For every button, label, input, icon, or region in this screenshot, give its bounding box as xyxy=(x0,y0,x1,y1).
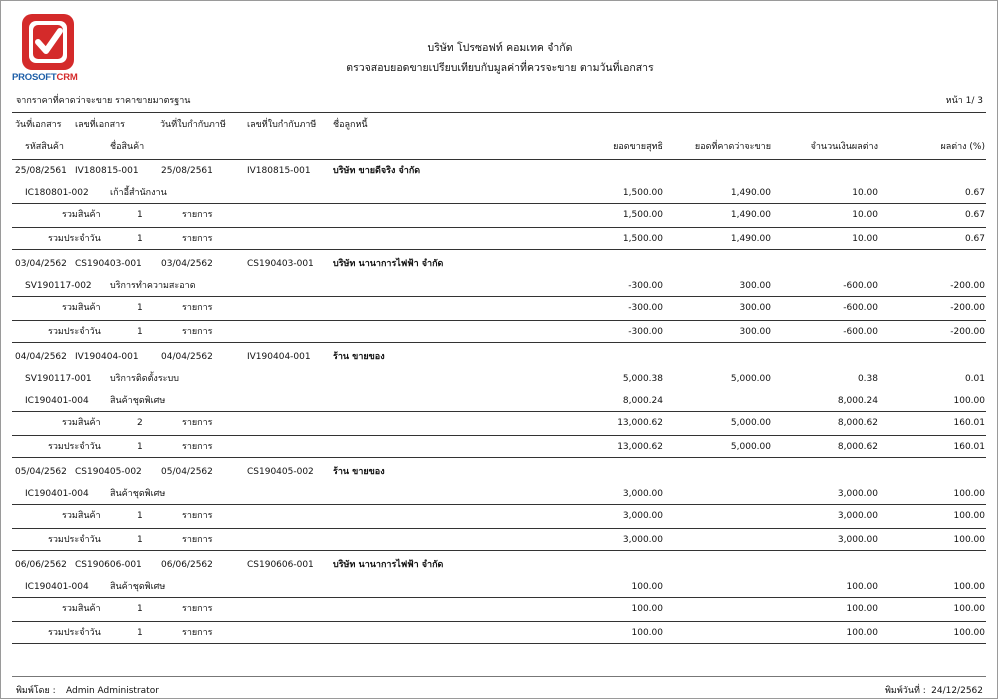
product-net-sales: 100.00 xyxy=(631,582,663,592)
tax-date: 04/04/2562 xyxy=(161,352,213,362)
tax-no: CS190405-002 xyxy=(247,467,314,477)
daily-total-count: 1 xyxy=(137,535,143,545)
product-diff-percent: 0.01 xyxy=(964,374,985,384)
product-total-net-sales: 13,000.62 xyxy=(617,418,663,428)
product-expected-sales: 300.00 xyxy=(739,281,771,291)
product-name: เก้าอี้สำนักงาน xyxy=(110,188,167,198)
product-total-label: รวมสินค้า xyxy=(62,604,101,614)
product-total-count: 2 xyxy=(137,418,143,428)
product-diff-amount: 3,000.00 xyxy=(837,489,878,499)
daily-total-label: รวมประจำวัน xyxy=(48,442,101,452)
product-diff-amount: 8,000.24 xyxy=(837,396,878,406)
col-diff-percent: ผลต่าง (%) xyxy=(940,142,985,152)
columns-divider xyxy=(12,159,986,160)
product-total-expected-sales: 5,000.00 xyxy=(730,418,771,428)
product-code: IC180801-002 xyxy=(25,188,89,198)
daily-total-count: 1 xyxy=(137,442,143,452)
product-total-count: 1 xyxy=(137,511,143,521)
customer-name: บริษัท ขายดีจริง จำกัด xyxy=(333,166,421,176)
daily-total-diff-amount: 8,000.62 xyxy=(837,442,878,452)
product-total-diff-amount: 3,000.00 xyxy=(837,511,878,521)
product-total-items-label: รายการ xyxy=(182,210,213,220)
daily-total-expected-sales: 1,490.00 xyxy=(730,234,771,244)
product-diff-amount: 100.00 xyxy=(846,582,878,592)
daily-total-diff-amount: 10.00 xyxy=(852,234,878,244)
daily-total-count: 1 xyxy=(137,628,143,638)
product-expected-sales: 5,000.00 xyxy=(730,374,771,384)
product-net-sales: 3,000.00 xyxy=(622,489,663,499)
product-diff-amount: -600.00 xyxy=(843,281,878,291)
product-total-label: รวมสินค้า xyxy=(62,418,101,428)
product-expected-sales: 1,490.00 xyxy=(730,188,771,198)
product-total-count: 1 xyxy=(137,210,143,220)
product-code: SV190117-001 xyxy=(25,374,92,384)
daily-total-net-sales: 13,000.62 xyxy=(617,442,663,452)
logo-wordmark: PROSOFTCRM xyxy=(12,72,78,83)
product-diff-percent: 0.67 xyxy=(964,188,985,198)
product-total-items-label: รายการ xyxy=(182,303,213,313)
product-total-diff-amount: 10.00 xyxy=(852,210,878,220)
product-total-items-label: รายการ xyxy=(182,418,213,428)
daily-total-net-sales: 3,000.00 xyxy=(622,535,663,545)
product-diff-percent: 100.00 xyxy=(953,396,985,406)
col-diff-amount: จำนวนเงินผลต่าง xyxy=(810,142,878,152)
doc-no: CS190606-001 xyxy=(75,560,142,570)
customer-name: บริษัท นานาการไฟฟ้า จำกัด xyxy=(333,560,444,570)
doc-no: CS190403-001 xyxy=(75,259,142,269)
daily-total-net-sales: 1,500.00 xyxy=(622,234,663,244)
product-net-sales: 8,000.24 xyxy=(622,396,663,406)
daily-total-label: รวมประจำวัน xyxy=(48,327,101,337)
product-total-divider xyxy=(12,296,986,297)
group-divider xyxy=(12,342,986,343)
group-divider xyxy=(12,457,986,458)
product-diff-percent: 100.00 xyxy=(953,489,985,499)
daily-total-items-label: รายการ xyxy=(182,327,213,337)
group-divider xyxy=(12,550,986,551)
product-total-expected-sales: 300.00 xyxy=(739,303,771,313)
tax-date: 05/04/2562 xyxy=(161,467,213,477)
product-total-diff-percent: 160.01 xyxy=(953,418,985,428)
product-diff-amount: 10.00 xyxy=(852,188,878,198)
header-divider xyxy=(12,112,986,113)
customer-name: บริษัท นานาการไฟฟ้า จำกัด xyxy=(333,259,444,269)
daily-total-expected-sales: 300.00 xyxy=(739,327,771,337)
product-name: สินค้าชุดพิเศษ xyxy=(110,582,166,592)
doc-no: CS190405-002 xyxy=(75,467,142,477)
product-total-count: 1 xyxy=(137,604,143,614)
product-code: IC190401-004 xyxy=(25,396,89,406)
daily-total-divider xyxy=(12,435,986,436)
daily-total-diff-percent: -200.00 xyxy=(950,327,985,337)
product-net-sales: -300.00 xyxy=(628,281,663,291)
product-total-items-label: รายการ xyxy=(182,604,213,614)
customer-name: ร้าน ขายของ xyxy=(333,467,385,477)
daily-total-items-label: รายการ xyxy=(182,234,213,244)
company-name: บริษัท โปรซอฟท์ คอมเทค จำกัด xyxy=(427,42,573,54)
tax-no: CS190606-001 xyxy=(247,560,314,570)
col-expected-sales: ยอดที่คาดว่าจะขาย xyxy=(694,142,771,152)
printed-by-label: พิมพ์โดย : xyxy=(16,686,56,696)
report-title: ตรวจสอบยอดขายเปรียบเทียบกับมูลค่าที่ควรจะขาย ตามวันที่เอกสาร xyxy=(346,62,654,74)
daily-total-divider xyxy=(12,528,986,529)
daily-total-diff-percent: 100.00 xyxy=(953,535,985,545)
doc-no: IV190404-001 xyxy=(75,352,139,362)
daily-total-items-label: รายการ xyxy=(182,535,213,545)
product-name: บริการทำความสะอาด xyxy=(110,281,196,291)
product-total-diff-amount: 8,000.62 xyxy=(837,418,878,428)
daily-total-items-label: รายการ xyxy=(182,442,213,452)
daily-total-net-sales: -300.00 xyxy=(628,327,663,337)
daily-total-count: 1 xyxy=(137,327,143,337)
daily-total-diff-amount: -600.00 xyxy=(843,327,878,337)
daily-total-label: รวมประจำวัน xyxy=(48,628,101,638)
daily-total-items-label: รายการ xyxy=(182,628,213,638)
col-customer: ชื่อลูกหนี้ xyxy=(333,120,368,130)
group-divider xyxy=(12,643,986,644)
daily-total-label: รวมประจำวัน xyxy=(48,535,101,545)
product-total-items-label: รายการ xyxy=(182,511,213,521)
tax-no: CS190403-001 xyxy=(247,259,314,269)
product-net-sales: 5,000.38 xyxy=(622,374,663,384)
product-total-divider xyxy=(12,504,986,505)
col-product-code: รหัสสินค้า xyxy=(25,142,64,152)
col-product-name: ชื่อสินค้า xyxy=(110,142,145,152)
daily-total-diff-amount: 100.00 xyxy=(846,628,878,638)
product-total-diff-percent: 100.00 xyxy=(953,511,985,521)
group-divider xyxy=(12,249,986,250)
daily-total-expected-sales: 5,000.00 xyxy=(730,442,771,452)
product-total-net-sales: -300.00 xyxy=(628,303,663,313)
product-net-sales: 1,500.00 xyxy=(622,188,663,198)
product-total-label: รวมสินค้า xyxy=(62,303,101,313)
tax-no: IV190404-001 xyxy=(247,352,311,362)
product-total-count: 1 xyxy=(137,303,143,313)
col-doc-no: เลขที่เอกสาร xyxy=(75,120,125,130)
product-total-diff-percent: 0.67 xyxy=(964,210,985,220)
prosoft-crm-logo xyxy=(20,12,76,72)
daily-total-count: 1 xyxy=(137,234,143,244)
product-total-label: รวมสินค้า xyxy=(62,210,101,220)
col-doc-date: วันที่เอกสาร xyxy=(15,120,62,130)
doc-date: 03/04/2562 xyxy=(15,259,67,269)
print-date-label: พิมพ์วันที่ : xyxy=(885,686,926,696)
doc-date: 05/04/2562 xyxy=(15,467,67,477)
product-name: สินค้าชุดพิเศษ xyxy=(110,396,166,406)
product-total-net-sales: 100.00 xyxy=(631,604,663,614)
daily-total-label: รวมประจำวัน xyxy=(48,234,101,244)
daily-total-diff-amount: 3,000.00 xyxy=(837,535,878,545)
col-tax-no: เลขที่ใบกำกับภาษี xyxy=(247,120,317,130)
daily-total-divider xyxy=(12,621,986,622)
product-code: IC190401-004 xyxy=(25,489,89,499)
daily-total-net-sales: 100.00 xyxy=(631,628,663,638)
daily-total-divider xyxy=(12,320,986,321)
product-total-diff-percent: 100.00 xyxy=(953,604,985,614)
daily-total-divider xyxy=(12,227,986,228)
product-diff-percent: -200.00 xyxy=(950,281,985,291)
product-total-label: รวมสินค้า xyxy=(62,511,101,521)
product-total-diff-amount: 100.00 xyxy=(846,604,878,614)
product-total-net-sales: 1,500.00 xyxy=(622,210,663,220)
tax-date: 03/04/2562 xyxy=(161,259,213,269)
tax-date: 25/08/2561 xyxy=(161,166,213,176)
tax-date: 06/06/2562 xyxy=(161,560,213,570)
footer-divider xyxy=(12,676,986,677)
print-date: 24/12/2562 xyxy=(931,686,983,696)
product-code: SV190117-002 xyxy=(25,281,92,291)
product-total-divider xyxy=(12,597,986,598)
product-diff-percent: 100.00 xyxy=(953,582,985,592)
daily-total-diff-percent: 0.67 xyxy=(964,234,985,244)
product-total-diff-percent: -200.00 xyxy=(950,303,985,313)
product-name: บริการติดตั้งระบบ xyxy=(110,374,179,384)
tax-no: IV180815-001 xyxy=(247,166,311,176)
price-basis: จากราคาที่คาดว่าจะขาย ราคาขายมาตรฐาน xyxy=(16,96,191,106)
product-total-expected-sales: 1,490.00 xyxy=(730,210,771,220)
daily-total-diff-percent: 160.01 xyxy=(953,442,985,452)
col-net-sales: ยอดขายสุทธิ xyxy=(613,142,663,152)
doc-date: 25/08/2561 xyxy=(15,166,67,176)
product-total-divider xyxy=(12,411,986,412)
product-diff-amount: 0.38 xyxy=(857,374,878,384)
page-number: หน้า 1/ 3 xyxy=(945,96,983,106)
doc-date: 06/06/2562 xyxy=(15,560,67,570)
product-total-diff-amount: -600.00 xyxy=(843,303,878,313)
product-total-divider xyxy=(12,203,986,204)
product-name: สินค้าชุดพิเศษ xyxy=(110,489,166,499)
product-total-net-sales: 3,000.00 xyxy=(622,511,663,521)
customer-name: ร้าน ขายของ xyxy=(333,352,385,362)
col-tax-date: วันที่ใบกำกับภาษี xyxy=(160,120,226,130)
printed-by: Admin Administrator xyxy=(66,686,159,696)
doc-date: 04/04/2562 xyxy=(15,352,67,362)
product-code: IC190401-004 xyxy=(25,582,89,592)
doc-no: IV180815-001 xyxy=(75,166,139,176)
daily-total-diff-percent: 100.00 xyxy=(953,628,985,638)
